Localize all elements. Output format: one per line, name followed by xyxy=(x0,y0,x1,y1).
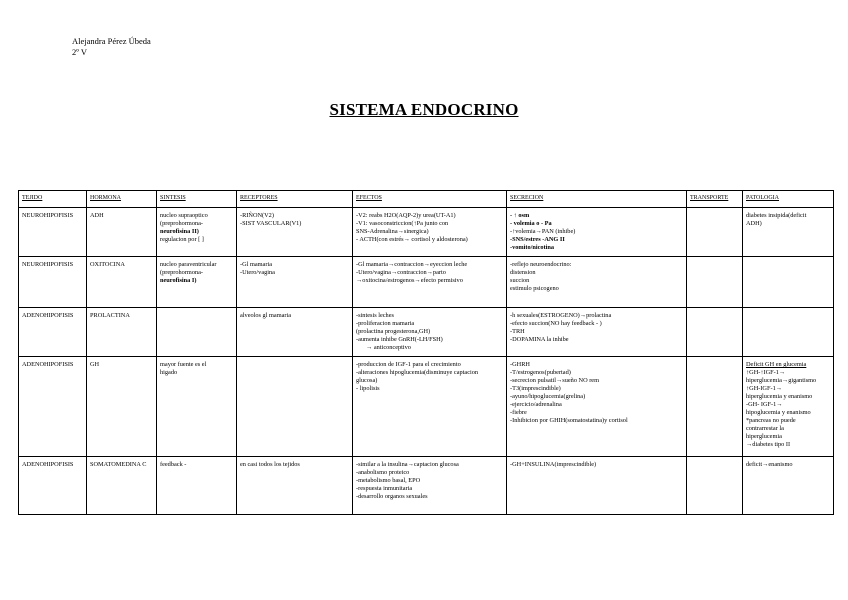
header-secrecion: SECRECION xyxy=(507,191,687,208)
text-line: -fiebre xyxy=(510,409,527,416)
text-line: contrarrestar la xyxy=(746,425,784,432)
text-line: -T/estrogenos(pubertad) xyxy=(510,369,571,376)
text-line: - lipolisis xyxy=(356,385,380,392)
cell-transporte xyxy=(687,257,743,308)
text-line: -Gl mamaria xyxy=(240,261,272,268)
cell-receptores xyxy=(237,308,353,357)
text-line: - ↑ osm xyxy=(510,212,530,219)
text-line: -↑volemia→PAN (inhibe) xyxy=(510,228,576,235)
cell-tejido: NEUROHIPOFISIS xyxy=(19,208,87,257)
cell-secrecion xyxy=(507,308,687,357)
cell-patologia xyxy=(743,457,834,515)
text-line: -GHRH xyxy=(510,361,530,368)
cell-transporte xyxy=(687,357,743,457)
text-line: succion xyxy=(510,277,530,284)
text-line: -aumenta inhibe GnRH(-LH/FSH) xyxy=(356,336,443,343)
text-line: -Gl mamaria→contraccion→eyeccion leche xyxy=(356,261,468,268)
text-line: alveolos gl mamaria xyxy=(240,312,292,319)
text-line: feedback - xyxy=(160,461,187,468)
text-line: -V2: reabs H2O(AQP-2)y urea(UT-A1) xyxy=(356,212,456,219)
header-transporte: TRANSPORTE xyxy=(687,191,743,208)
text-line: distension xyxy=(510,269,536,276)
text-line: -DOPAMINA la inhibe xyxy=(510,336,569,343)
text-line: -desarrollo organos sexuales xyxy=(356,493,428,500)
cell-secrecion xyxy=(507,257,687,308)
text-line: -Utero/vagina xyxy=(240,269,275,276)
text-line: estimulo psicogeno xyxy=(510,285,559,292)
header-efectos: EFECTOS xyxy=(353,191,507,208)
cell-patologia xyxy=(743,308,834,357)
text-line: (preprohormona- xyxy=(160,269,204,276)
author-course: 2º V xyxy=(72,47,87,57)
cell-sintesis xyxy=(157,257,237,308)
cell-transporte xyxy=(687,208,743,257)
text-line: -SIST VASCULAR(V1) xyxy=(240,220,302,227)
text-line: -produccion de IGF-1 para el crecimiento xyxy=(356,361,461,368)
cell-secrecion xyxy=(507,457,687,515)
text-line: Deficit GH en glucemia xyxy=(746,361,807,368)
text-line: -respuesta inmunitaria xyxy=(356,485,413,492)
text-line: neurofisina II) xyxy=(160,228,199,235)
table-row xyxy=(19,257,834,308)
cell-receptores xyxy=(237,257,353,308)
text-line: diabetes insipida(deficit xyxy=(746,212,807,219)
text-line: (preprohormona- xyxy=(160,220,204,227)
text-line: *pancreas no puede xyxy=(746,417,796,424)
text-line: -ayuno/hipoglucemia(grelina) xyxy=(510,393,586,400)
cell-transporte xyxy=(687,308,743,357)
cell-receptores xyxy=(237,208,353,257)
text-line: hipoglucemia y enanismo xyxy=(746,409,811,416)
cell-tejido: ADENOHIPOFISIS xyxy=(19,457,87,515)
cell-hormona: PROLACTINA xyxy=(87,308,157,357)
text-line: ADH) xyxy=(746,220,762,227)
text-line: (prolactina progesterona,GH) xyxy=(356,328,431,335)
cell-hormona: OXITOCINA xyxy=(87,257,157,308)
text-line: hiperglucemia y enanismo xyxy=(746,393,813,400)
cell-sintesis xyxy=(157,208,237,257)
cell-hormona: GH xyxy=(87,357,157,457)
cell-patologia xyxy=(743,257,834,308)
header-sintesis: SINTESIS xyxy=(157,191,237,208)
table-row xyxy=(19,308,834,357)
text-line: -V1: vasoconstriccion(↑Pa junto con xyxy=(356,220,449,227)
header-tejido: TEJIDO xyxy=(19,191,87,208)
endocrine-table xyxy=(18,190,834,515)
cell-efectos xyxy=(353,357,507,457)
text-line: deficit→enanismo xyxy=(746,461,793,468)
text-line: -efecto succion(NO hay feedback - ) xyxy=(510,320,602,327)
cell-sintesis xyxy=(157,357,237,457)
text-line: ↑GH-↑IGF-1→ xyxy=(746,369,786,376)
cell-secrecion xyxy=(507,357,687,457)
cell-efectos xyxy=(353,208,507,257)
text-line: -TRH xyxy=(510,328,525,335)
text-line: neurofisina I) xyxy=(160,277,197,284)
text-line: -Utero/vagina→contraccion→parto xyxy=(356,269,446,276)
cell-tejido: NEUROHIPOFISIS xyxy=(19,257,87,308)
text-line: hiperglucemia xyxy=(746,433,782,440)
header-receptores: RECEPTORES xyxy=(237,191,353,208)
cell-tejido: ADENOHIPOFISIS xyxy=(19,308,87,357)
table-header-row xyxy=(19,191,834,208)
text-line: -metabolismo basal, EPO xyxy=(356,477,421,484)
header-patologia: PATOLOGIA xyxy=(743,191,834,208)
text-line: -h sexuales(ESTROGENO)→prolactina xyxy=(510,312,612,319)
text-line: mayor fuente es el xyxy=(160,361,207,368)
cell-efectos xyxy=(353,257,507,308)
cell-efectos xyxy=(353,457,507,515)
text-line: -ejercicio/adrenalina xyxy=(510,401,562,408)
cell-patologia xyxy=(743,357,834,457)
text-line: regulacion por [ ] xyxy=(160,236,204,243)
text-line: -similar a la insulina→captacion glucosa xyxy=(356,461,459,468)
cell-hormona: SOMATOMEDINA C xyxy=(87,457,157,515)
text-line: glucosa) xyxy=(356,377,378,384)
text-line: nucleo supraoptico xyxy=(160,212,208,219)
text-line: →diabetes tipo II xyxy=(746,441,791,448)
text-line: -Inhibicion por GHIH(somatostatina)y cortisol xyxy=(510,417,628,424)
table-row xyxy=(19,357,834,457)
text-line: -sintesis leches xyxy=(356,312,394,319)
text-line: higado xyxy=(160,369,178,376)
cell-tejido: ADENOHIPOFISIS xyxy=(19,357,87,457)
author-name: Alejandra Pérez Úbeda xyxy=(72,36,151,46)
cell-patologia xyxy=(743,208,834,257)
table-row xyxy=(19,457,834,515)
cell-efectos xyxy=(353,308,507,357)
text-line: hiperglucemia→gigantismo xyxy=(746,377,817,384)
header-hormona: HORMONA xyxy=(87,191,157,208)
author-block xyxy=(72,36,151,58)
cell-sintesis xyxy=(157,308,237,357)
table-row xyxy=(19,208,834,257)
text-line: -reflejo neuroendocrino: xyxy=(510,261,572,268)
cell-secrecion xyxy=(507,208,687,257)
cell-transporte xyxy=(687,457,743,515)
page-title: SISTEMA ENDOCRINO xyxy=(329,100,519,119)
text-line: -anabolismo proteico xyxy=(356,469,410,476)
text-line: - volemia o - Pa xyxy=(510,220,552,227)
cell-receptores xyxy=(237,357,353,457)
text-line: ↑GH-IGF-1→ xyxy=(746,385,783,392)
cell-sintesis xyxy=(157,457,237,515)
text-line: -alteraciones hipoglucemia(disminuye captacion xyxy=(356,369,479,376)
text-line: en casi todos los tejidos xyxy=(240,461,300,468)
cell-hormona: ADH xyxy=(87,208,157,257)
text-line: -GH- IGF-1→ xyxy=(746,401,783,408)
cell-receptores xyxy=(237,457,353,515)
text-line: - ACTH(con estrés→ cortisol y aldosterona) xyxy=(356,236,468,243)
text-line: -RIÑON(V2) xyxy=(240,212,274,219)
text-line: -proliferacion mamaria xyxy=(356,320,415,327)
text-line: -GH+INSULINA(imprescindible) xyxy=(510,461,597,468)
text-line: nucleo paraventricular xyxy=(160,261,217,268)
text-line: -secrecion pulsatil→sueño NO rem xyxy=(510,377,600,384)
text-line: -vomito/nicotina xyxy=(510,244,555,251)
text-line: SNS-Adrenalina→sinergica) xyxy=(356,228,429,235)
text-line: →oxitocina/estrogenos→efecto permisivo xyxy=(356,277,463,284)
text-line: → anticonceptivo xyxy=(366,344,411,351)
text-line: -T3(imprescindible) xyxy=(510,385,561,392)
text-line: -SNS/estres -ANG II xyxy=(510,236,565,243)
